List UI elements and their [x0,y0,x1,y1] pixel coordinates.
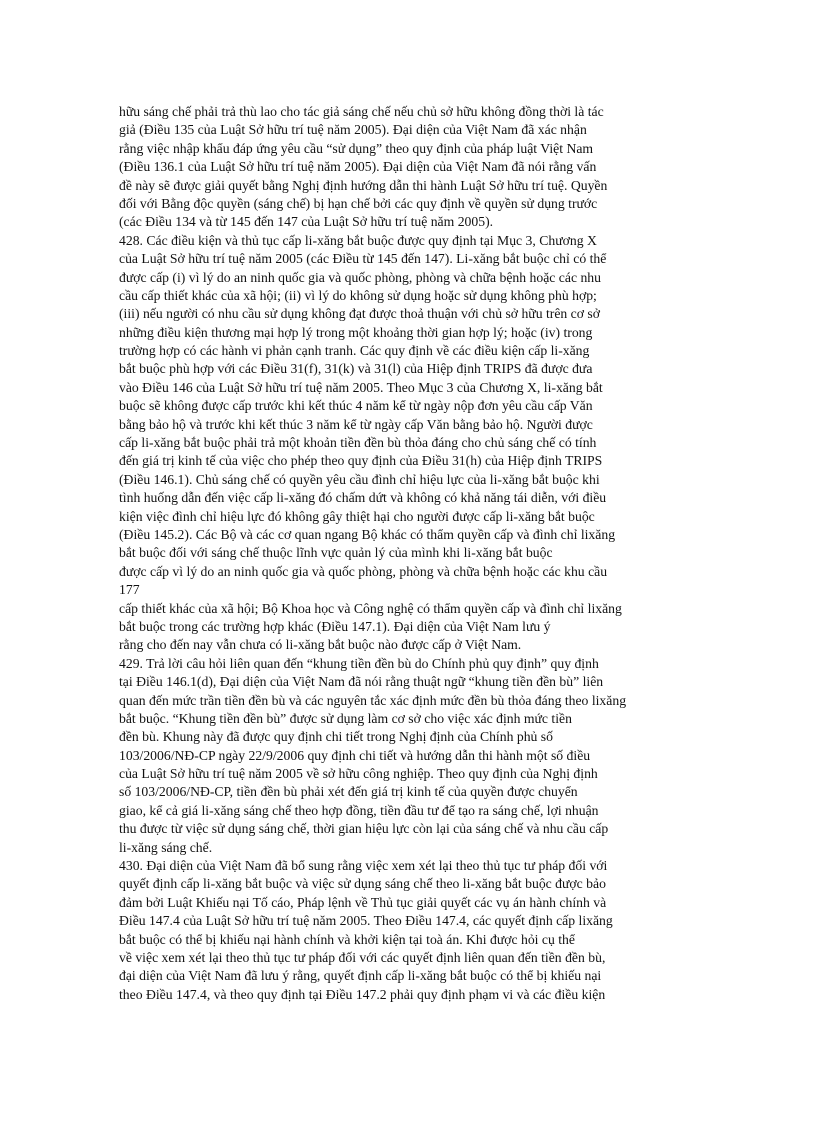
text-line: đền bù. Khung này đã được quy định chi tiết trong Nghị định của Chính phủ số [119,729,553,745]
text-line: vào Điều 146 của Luật Sở hữu trí tuệ năm 2005. Theo Mục 3 của Chương X, li-xăng bắt [119,379,603,395]
text-line: đại diện của Việt Nam đã lưu ý rằng, quyết định cấp li-xăng bắt buộc có thể bị khiếu nại [119,968,602,984]
text-line: cấp thiết khác của xã hội; Bộ Khoa học và Công nghệ có thẩm quyền cấp và đình chỉ lixăng [119,600,622,616]
text-line: bắt buộc đối với sáng chế thuộc lĩnh vực quản lý của mình khi li-xăng bắt buộc [119,545,553,561]
text-line: bắt buộc có thể bị khiếu nại hành chính và khởi kiện tại toà án. Khi được hỏi cụ thể [119,931,575,947]
text-line: rằng cho đến nay vẫn chưa có li-xăng bắt buộc nào được cấp ở Việt Nam. [119,637,522,653]
text-line: 103/2006/NĐ-CP ngày 22/9/2006 quy định chi tiết và hướng dẫn thi hành một số điều [119,747,591,763]
text-line: tại Điều 146.1(d), Đại diện của Việt Nam đã nói rằng thuật ngữ “khung tiền đền bù” liên [119,674,604,690]
text-line: quan đến mức trần tiền đền bù và các nguyên tắc xác định mức đền bù thỏa đáng theo lixăng [119,692,627,708]
text-line: cấp li-xăng bắt buộc phải trả một khoản tiền đền bù thỏa đáng cho chủ sáng chế có tính [119,435,597,451]
text-line: quyết định cấp li-xăng bắt buộc và việc sử dụng sáng chế theo li-xăng bắt buộc được bảo [119,876,606,892]
text-line: hữu sáng chế phải trả thù lao cho tác giả sáng chế nếu chủ sở hữu không đồng thời là tác [119,104,604,119]
text-line: bắt buộc phù hợp với các Điều 31(f), 31(k) và 31(l) của Hiệp định TRIPS đã được đưa [119,361,593,377]
text-line: được cấp vì lý do an ninh quốc gia và quốc phòng, phòng và chữa bệnh hoặc các khu cầu [119,563,608,579]
text-line: giả (Điều 135 của Luật Sở hữu trí tuệ năm 2005). Đại diện của Việt Nam đã xác nhận [119,122,587,138]
text-line: đề này sẽ được giải quyết bằng Nghị định hướng dẫn thi hành Luật Sở hữu trí tuệ. Quyền [119,177,608,193]
text-line: thu được từ việc sử dụng sáng chế, thời gian hiệu lực còn lại của sáng chế và nhu cầu cấp [119,821,609,837]
text-line: cầu cấp thiết khác của xã hội; (ii) vì lý do không sử dụng hoặc sử dụng không phù hợp; [119,287,597,303]
text-line: của Luật Sở hữu trí tuệ năm 2005 (các Điều từ 145 đến 147). Li-xăng bắt buộc chỉ có thể [119,251,607,267]
text-line: bằng bảo hộ và trước khi kết thúc 3 năm kể từ ngày cấp Văn bằng bảo hộ. Người được [119,416,593,432]
text-line: theo Điều 147.4, và theo quy định tại Điều 147.2 phải quy định phạm vi và các điều kiện [119,986,606,1002]
text-line: buộc sẽ không được cấp trước khi kết thúc 4 năm kể từ ngày nộp đơn yêu cầu cấp Văn [119,398,593,414]
text-line: số 103/2006/NĐ-CP, tiền đền bù phải xét đến giá trị kinh tế của quyền được chuyển [119,784,578,800]
document-page [119,103,694,1004]
text-line: tình huống dẫn đến việc cấp li-xăng đó chấm dứt và không có khả năng tái diễn, với điều [119,490,607,506]
text-line: bắt buộc trong các trường hợp khác (Điều 147.1). Đại diện của Việt Nam lưu ý [119,618,551,634]
text-line: 428. Các điều kiện và thủ tục cấp li-xăng bắt buộc được quy định tại Mục 3, Chương X [119,232,597,248]
text-line: li-xăng sáng chế. [119,839,213,855]
text-line: giao, kể cả giá li-xăng sáng chế theo hợp đồng, tiền đầu tư để tạo ra sáng chế, lợi nhuận [119,802,599,818]
text-line: (Điều 145.2). Các Bộ và các cơ quan ngang Bộ khác có thẩm quyền cấp và đình chỉ lixăng [119,526,616,542]
text-line: trường hợp có các hành vi phản cạnh tranh. Các quy định về các điều kiện cấp li-xăng [119,343,590,359]
text-line: rằng việc nhập khẩu đáp ứng yêu cầu “sử dụng” theo quy định của pháp luật Việt Nam [119,140,594,156]
text-line: Điều 147.4 của Luật Sở hữu trí tuệ năm 2005. Theo Điều 147.4, các quyết định cấp lixăng [119,913,613,929]
text-line: kiện việc đình chỉ hiệu lực đó không gây thiệt hại cho người được cấp li-xăng bắt buộc [119,508,595,524]
text-line: (iii) nếu người có nhu cầu sử dụng không đạt được thoả thuận với chủ sở hữu trên cơ sở [119,306,600,322]
text-line: (các Điều 134 và từ 145 đến 147 của Luật Sở hữu trí tuệ năm 2005). [119,214,494,230]
text-line: về việc xem xét lại theo thủ tục tư pháp đối với các quyết định liên quan đến tiền đền bù, [119,949,606,965]
text-line: (Điều 136.1 của Luật Sở hữu trí tuệ năm 2005). Đại diện của Việt Nam đã nói rằng vấn [119,159,597,175]
text-line: 430. Đại diện của Việt Nam đã bổ sung rằng việc xem xét lại theo thủ tục tư pháp đối với [119,858,608,874]
text-line: của Luật Sở hữu trí tuệ năm 2005 về sở hữu công nghiệp. Theo quy định của Nghị định [119,766,598,782]
text-line: đảm bởi Luật Khiếu nại Tố cáo, Pháp lệnh về Thủ tục giải quyết các vụ án hành chính và [119,894,607,910]
text-line: bắt buộc. “Khung tiền đền bù” được sử dụng làm cơ sở cho việc xác định mức tiền [119,710,572,726]
text-line: những điều kiện thương mại hợp lý trong một khoảng thời gian hợp lý; hoặc (iv) trong [119,324,593,340]
text-line: được cấp (i) vì lý do an ninh quốc gia và quốc phòng, phòng và chữa bệnh hoặc các nhu [119,269,601,285]
text-line: (Điều 146.1). Chủ sáng chế có quyền yêu cầu đình chỉ hiệu lực của li-xăng bắt buộc khi [119,471,600,487]
text-line: đến giá trị kinh tế của việc cho phép theo quy định của Điều 31(h) của Hiệp định TRIPS [119,453,603,469]
text-line: đối với Bằng độc quyền (sáng chế) bị hạn chế bởi các quy định về quyền sử dụng trước [119,195,598,211]
text-line: 429. Trả lời câu hỏi liên quan đến “khung tiền đền bù do Chính phủ quy định” quy định [119,655,599,671]
text-line: 177 [119,582,140,598]
